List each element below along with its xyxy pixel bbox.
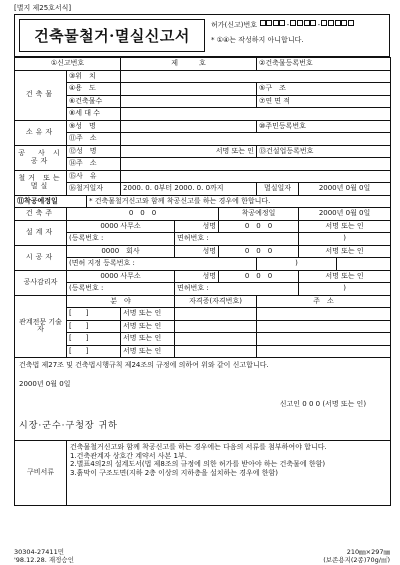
- demolition-reason-label: ⑮사 유: [67, 170, 121, 183]
- tech-sign-2[interactable]: 서명 또는 인: [121, 320, 175, 333]
- documents-item-3: 3.흙막이 구조도면(지하 2층 이상의 지하층을 설치하는 경우에 한함): [70, 468, 278, 477]
- footer-paper: (보존용지(2종)70g/㎡): [323, 556, 390, 565]
- demolition-period-value[interactable]: 2000. 0. 0부터 2000. 0. 0까지: [121, 183, 257, 196]
- building-structure-field[interactable]: ⑤구 조: [257, 83, 391, 96]
- loss-date-value[interactable]: 2000년 0월 0일: [299, 183, 391, 196]
- supervisor-name-label: 성명: [175, 270, 219, 283]
- owner-builder-value[interactable]: 0 0 0: [67, 208, 219, 221]
- builder-registration[interactable]: (면허 지정 등록번호 :: [67, 258, 257, 271]
- supervisor-office[interactable]: 0000 사무소: [67, 270, 175, 283]
- builder-company[interactable]: 0000 회사: [67, 245, 175, 258]
- start-date-note: * 건축물철거신고와 함께 착공신고를 하는 경우에 한합니다.: [87, 195, 391, 208]
- floor-area-field[interactable]: ⑦연 면 적: [257, 95, 391, 108]
- form-page: [14, 0, 390, 565]
- tech-cert-1[interactable]: [175, 308, 257, 321]
- building-count-label: ⑥건축물수: [67, 95, 121, 108]
- contractor-license-field[interactable]: ⑬건설업등록번호: [257, 145, 391, 158]
- footer-right: [323, 548, 390, 564]
- footer-left: [14, 548, 74, 564]
- designer-paren: ): [299, 233, 391, 246]
- contractor-address-field[interactable]: [121, 158, 391, 171]
- tech-sign-3[interactable]: 서명 또는 인: [121, 333, 175, 346]
- tech-address-4[interactable]: [257, 345, 391, 358]
- tech-cert-4[interactable]: [175, 345, 257, 358]
- permit-note: * ①④는 작성하지 아니합니다.: [211, 36, 304, 44]
- tech-address-header: 주 소: [257, 295, 391, 308]
- supervisor-name[interactable]: 0 0 0: [219, 270, 299, 283]
- declaration-text: 건축법 제27조 및 건축법시행규칙 제24조의 규정에 의하여 위와 같이 신고합니다.: [19, 361, 269, 369]
- tech-sign-1[interactable]: 서명 또는 인: [121, 308, 175, 321]
- footer-approval: '98.12.28. 재정승인: [14, 556, 74, 565]
- designer-name[interactable]: 0 0 0: [219, 220, 299, 233]
- supervisor-paren: ): [299, 283, 391, 296]
- owner-id-field[interactable]: ⑩주민등록번호: [257, 120, 391, 133]
- contractor-sign-field[interactable]: 서명 또는 인: [121, 145, 257, 158]
- tech-field-4[interactable]: [ ]: [67, 345, 121, 358]
- tech-address-1[interactable]: [257, 308, 391, 321]
- permit-number: [211, 20, 354, 30]
- designer-office[interactable]: 0000 사무소: [67, 220, 175, 233]
- builder-name-label: 성명: [175, 245, 219, 258]
- footer-size: 210㎜×297㎜: [346, 548, 390, 556]
- tech-cert-3[interactable]: [175, 333, 257, 346]
- supervisor-license[interactable]: 면허번호 :: [175, 283, 299, 296]
- start-date-section-label: ⑪착공예정일: [15, 195, 87, 208]
- building-section-label: 건축물: [15, 70, 67, 120]
- declaration-date[interactable]: 2000년 0월 0일: [19, 380, 71, 389]
- tech-address-3[interactable]: [257, 333, 391, 346]
- building-count-field[interactable]: [121, 95, 257, 108]
- report-number-field[interactable]: 제 호: [121, 58, 257, 71]
- contractor-name-label: ⑫성 명: [67, 145, 121, 158]
- documents-item-1: 1.건축관계자 상호간 계약서 사본 1부.: [70, 451, 187, 460]
- designer-license[interactable]: 면허번호 :: [175, 233, 299, 246]
- tech-field-header: 분 야: [67, 295, 175, 308]
- designer-sign[interactable]: 서명 또는 인: [299, 220, 391, 233]
- supervisor-registration[interactable]: (등록번호 :: [67, 283, 175, 296]
- documents-intro: 건축물철거신고와 함께 착공신고를 하는 경우에는 다음의 서류를 첨부하여야 합니다.: [70, 443, 327, 451]
- report-number-label: ①신고번호: [15, 58, 121, 71]
- documents-list: [67, 441, 391, 506]
- designer-registration[interactable]: (등록번호 :: [67, 233, 175, 246]
- owner-section-label: 소유자: [15, 120, 67, 145]
- supervisor-label: 공사감리자: [15, 270, 67, 295]
- building-location-label: ③위 치: [67, 70, 121, 83]
- owner-address-field[interactable]: [121, 133, 391, 146]
- demolition-section-label: 철거 또는 멸실: [15, 170, 67, 195]
- demolition-period-label: ⑯철거일자: [67, 183, 121, 196]
- declaration-block: [15, 358, 391, 441]
- builder-paren: ): [257, 258, 337, 271]
- loss-date-label: 멸실일자: [257, 183, 299, 196]
- form-title: 건축물철거·멸실신고서: [19, 19, 205, 52]
- households-label: ⑧세 대 수: [67, 108, 121, 121]
- footer-code: 30304-27411민: [14, 548, 64, 556]
- supervisor-sign[interactable]: 서명 또는 인: [299, 270, 391, 283]
- owner-name-label: ⑨성 명: [67, 120, 121, 133]
- tech-cert-2[interactable]: [175, 320, 257, 333]
- designer-label: 설계자: [15, 220, 67, 245]
- registration-number-field[interactable]: ②건축물등록번호: [257, 58, 391, 71]
- tech-field-2[interactable]: [ ]: [67, 320, 121, 333]
- households-field[interactable]: [121, 108, 391, 121]
- authority-addressee: 시장·군수·구청장 귀하: [19, 421, 118, 432]
- declaration-reporter[interactable]: 신고인 0 0 0 (서명 또는 인): [279, 399, 367, 408]
- tech-section-label: 관계전문 기술자: [15, 295, 67, 358]
- building-location-field[interactable]: [121, 70, 391, 83]
- permit-number-boxes[interactable]: - -: [259, 21, 354, 29]
- builder-name[interactable]: 0 0 0: [219, 245, 299, 258]
- owner-name-field[interactable]: [121, 120, 257, 133]
- designer-name-label: 성명: [175, 220, 219, 233]
- contractor-section-label: 공 사 시공자: [15, 145, 67, 170]
- tech-sign-4[interactable]: 서명 또는 인: [121, 345, 175, 358]
- form-table: [14, 57, 391, 506]
- owner-builder-label: 건축주: [15, 208, 67, 221]
- form-number: [별지 제25호서식]: [14, 4, 72, 12]
- permit-number-label: 허가(신고)번호: [211, 21, 258, 29]
- tech-address-2[interactable]: [257, 320, 391, 333]
- start-date-value[interactable]: 2000년 0월 0일: [299, 208, 391, 221]
- builder-sign[interactable]: 서명 또는 인: [299, 245, 391, 258]
- documents-label: 구비서류: [15, 441, 67, 506]
- building-use-label: ④용 도: [67, 83, 121, 96]
- building-use-field[interactable]: [121, 83, 257, 96]
- demolition-reason-field[interactable]: [121, 170, 391, 183]
- start-date-label: 착공예정일: [219, 208, 299, 221]
- tech-field-1[interactable]: [ ]: [67, 308, 121, 321]
- tech-cert-header: 자격증(자격번호): [175, 295, 257, 308]
- builder-label: 시공자: [15, 245, 67, 270]
- tech-field-3[interactable]: [ ]: [67, 333, 121, 346]
- contractor-address-label: ⑭주 소: [67, 158, 121, 171]
- documents-item-2: 2.별표4의2의 설계도서(법 제8조의 규정에 의한 허가를 받아야 하는 건축물에 한함): [70, 460, 326, 469]
- owner-address-label: ⑪주 소: [67, 133, 121, 146]
- form-header: [14, 14, 390, 57]
